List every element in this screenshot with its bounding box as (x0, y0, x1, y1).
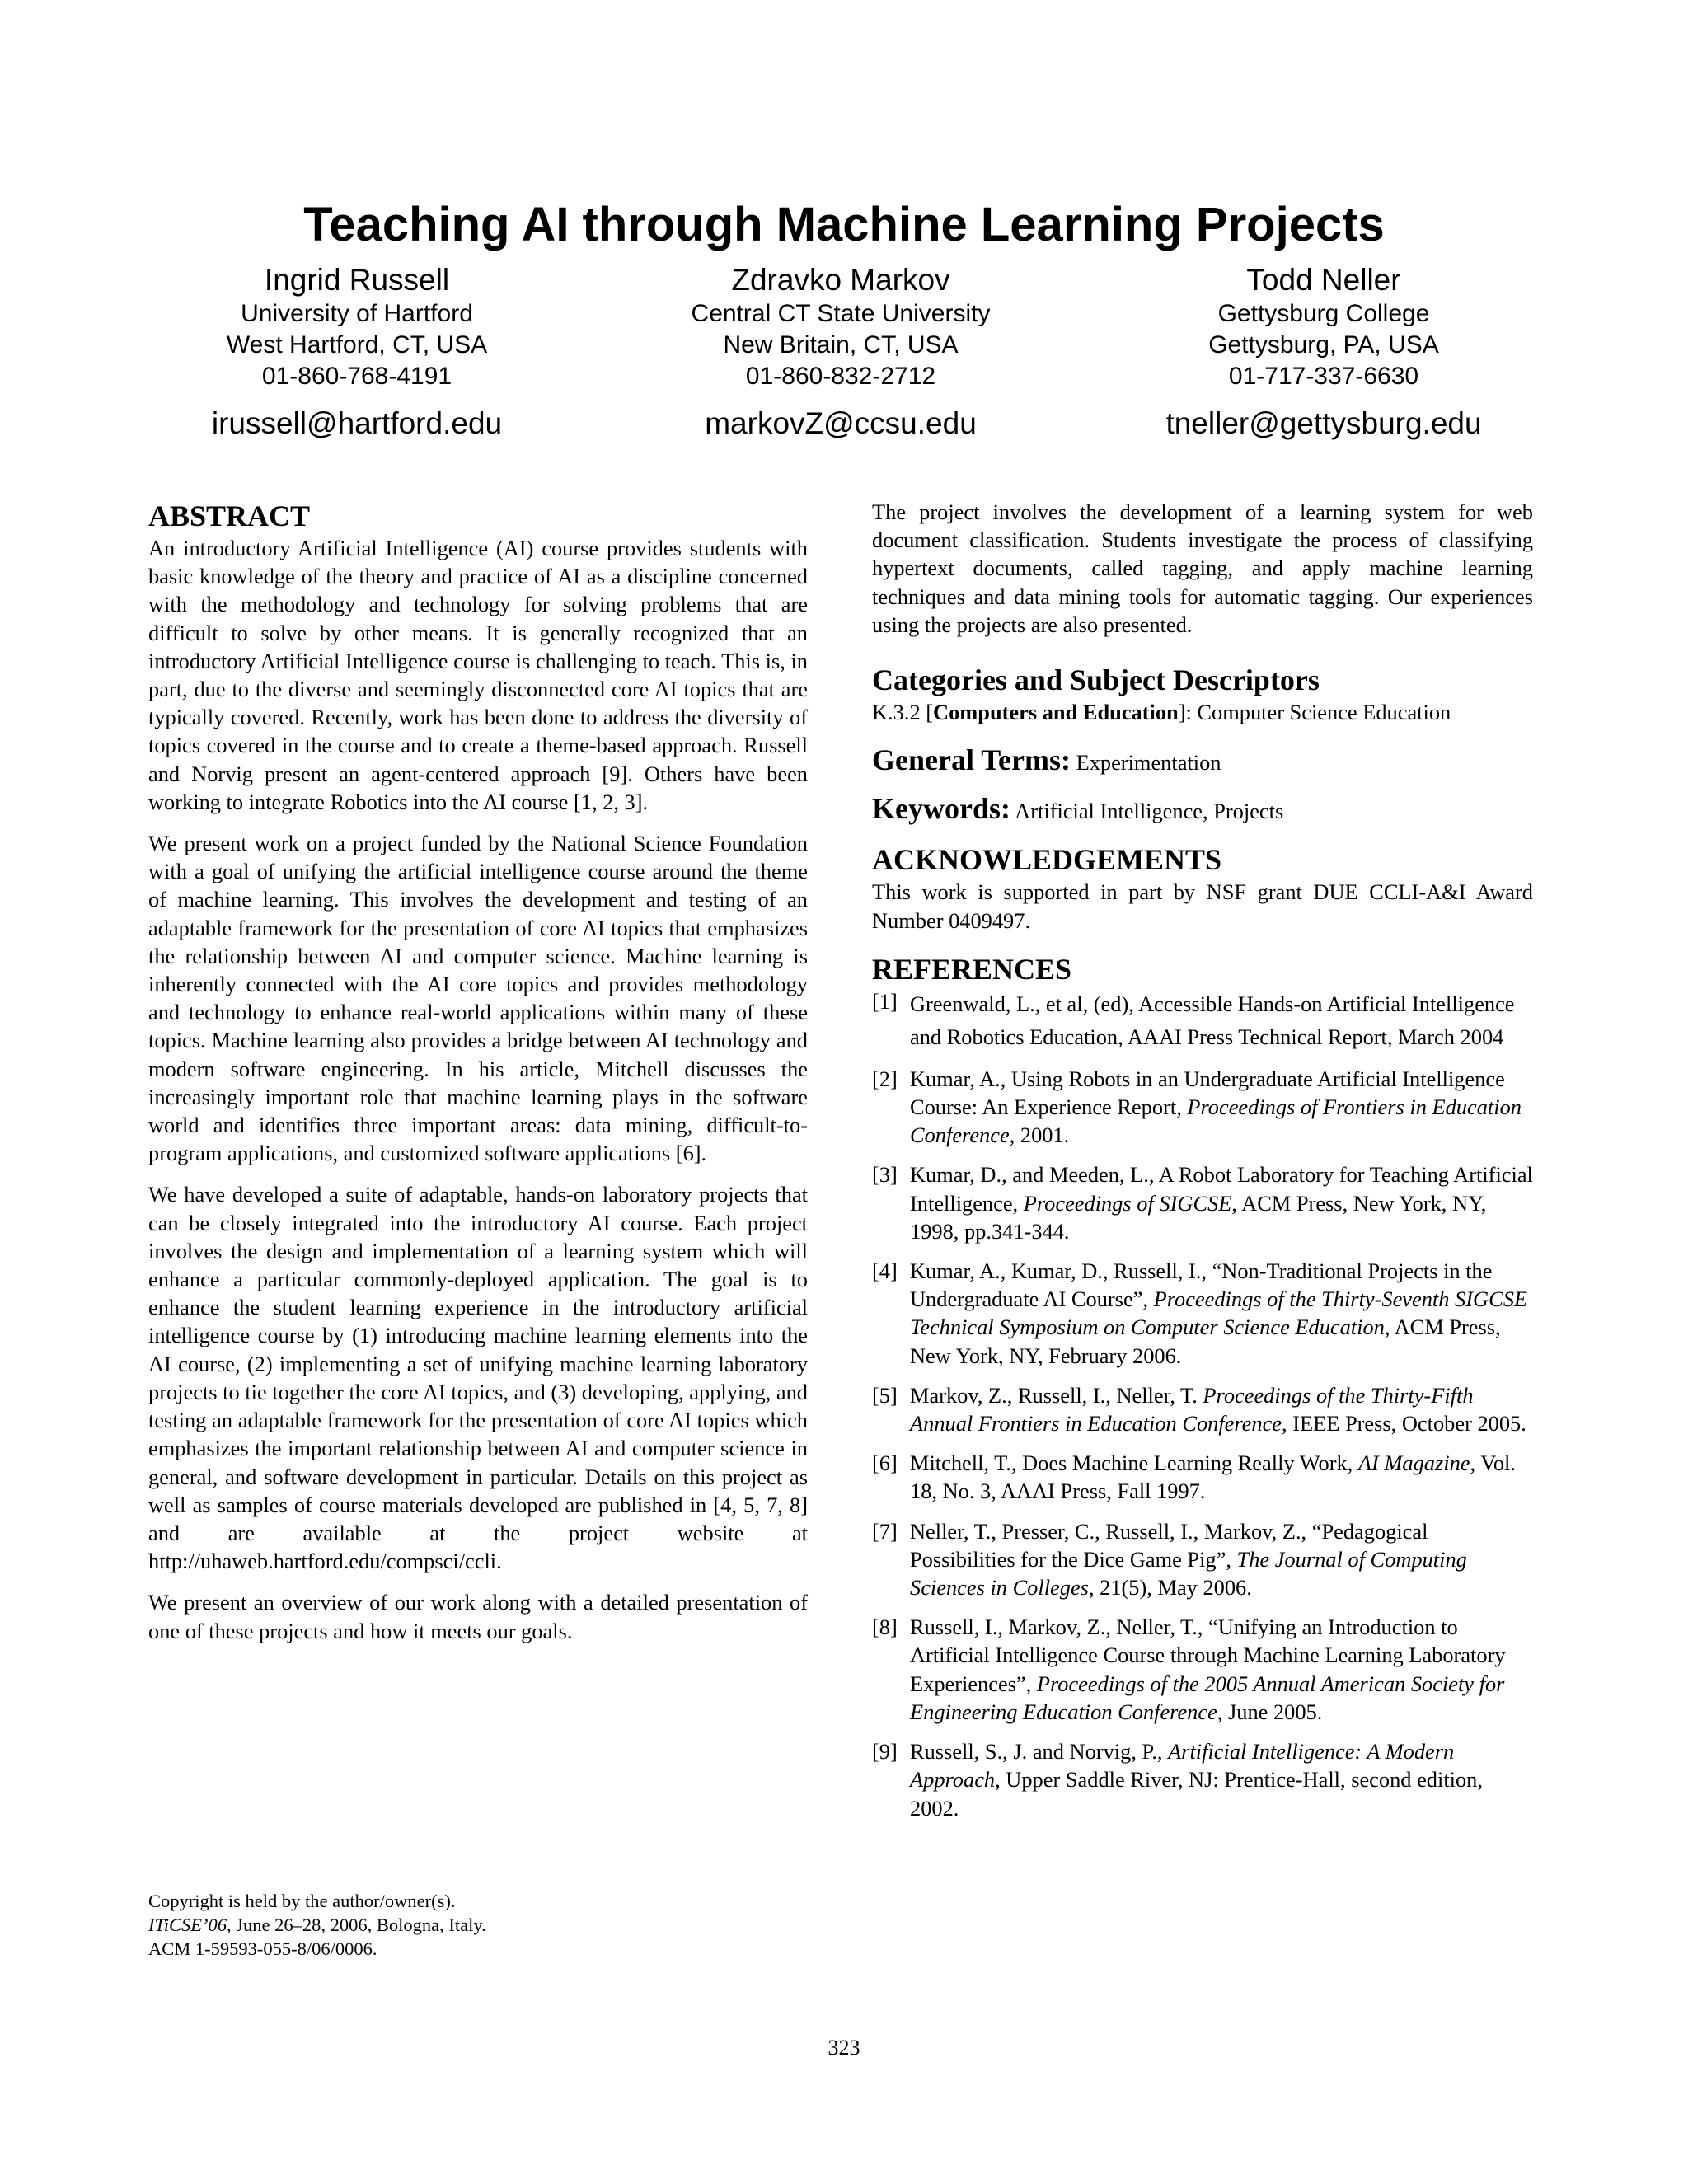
references-list (872, 987, 1533, 1822)
reference-text: Kumar, A., Kumar, D., Russell, I., “Non-Traditional Projects in the Undergraduate AI Course”, Proceedings of the Thirty-Seventh SIGCSE Technical Symposium on Computer Science Education, ACM Press, New York, NY, February 2006. (910, 1258, 1528, 1368)
acknowledgements-section (872, 843, 1533, 934)
keywords-value: Artificial Intelligence, Projects (1015, 799, 1284, 824)
keywords-section (872, 794, 1533, 825)
keywords-heading: Keywords: (872, 792, 1010, 826)
author-block (610, 262, 1071, 442)
right-column (872, 498, 1533, 1822)
references-heading: REFERENCES (872, 952, 1072, 986)
reference-number: [2] (872, 1066, 898, 1091)
copyright-acm: ACM 1-59593-055-8/06/0006. (148, 1938, 377, 1959)
reference-text: Markov, Z., Russell, I., Neller, T. Proceedings of the Thirty-Fifth Annual Frontiers in Education Conference, IEEE Press, October 2005. (910, 1382, 1526, 1436)
author-location: West Hartford, CT, USA (226, 331, 488, 359)
reference-item (872, 1381, 1533, 1437)
author-phone: 01-860-768-4191 (261, 363, 452, 390)
acknowledgements-heading: ACKNOWLEDGEMENTS (872, 843, 1222, 877)
reference-item (872, 1160, 1533, 1245)
reference-item (872, 1517, 1533, 1602)
categories-rest: ]: Computer Science Education (1178, 700, 1451, 725)
reference-number: [7] (872, 1518, 898, 1544)
reference-text: Greenwald, L., et al, (ed), Accessible Hands-on Artificial Intelligence and Robotics Education, AAAI Press Technical Report, March 2004 (910, 991, 1515, 1049)
reference-number: [3] (872, 1162, 898, 1188)
author-email[interactable]: markovZ@ccsu.edu (705, 406, 977, 440)
reference-number: [8] (872, 1615, 898, 1640)
author-location: New Britain, CT, USA (723, 331, 959, 359)
abstract-paragraph: An introductory Artificial Intelligence (AI) course provides students with basic knowledge of the theory and practice of AI as a discipline concerned with the methodology and technology for solving problems that are difficult to solve by other means. It is generally recognized that an introductory Artificial Intelligence course is challenging to teach. This is, in part, due to the diverse and seemingly disconnected core AI topics that are typically covered. Recently, work has been done to address the diversity of topics covered in the course and to create a theme-based approach. Russell and Norvig present an agent-centered approach [9]. Others have been working to integrate Robotics into the AI course [1, 2, 3]. (148, 536, 808, 814)
general-terms-section (872, 743, 1533, 777)
author-phone: 01-860-832-2712 (745, 363, 936, 390)
categories-section (872, 663, 1533, 726)
reference-number: [5] (872, 1382, 898, 1408)
general-terms-value: Experimentation (1076, 750, 1221, 776)
abstract-paragraph: We present work on a project funded by the National Science Foundation with a goal of unifying the artificial intelligence course around the theme of machine learning. This involves the development and testing of an adaptable framework for the presentation of core AI topics that emphasizes the relationship between AI and computer science. Machine learning is inherently connected with the AI core topics and provides methodology and technology to enhance real-world applications within many of these topics. Machine learning also provides a bridge between AI technology and modern software engineering. In his article, Mitchell discusses the increasingly important role that machine learning plays in the software world and identifies three important areas: data mining, difficult-to-program applications, and customized software applications [6]. (148, 831, 808, 1166)
left-column (148, 499, 808, 1645)
author-location: Gettysburg, PA, USA (1208, 331, 1439, 359)
reference-text: Kumar, D., and Meeden, L., A Robot Laboratory for Teaching Artificial Intelligence, Proceedings of SIGCSE, ACM Press, New York, NY, 1998, pp.341-344. (910, 1162, 1533, 1244)
reference-number: [6] (872, 1451, 898, 1476)
reference-item (872, 1065, 1533, 1150)
abstract-heading: ABSTRACT (148, 499, 311, 532)
paper-title: Teaching AI through Machine Learning Projects (303, 198, 1385, 251)
categories-code: K.3.2 [ (872, 700, 934, 725)
reference-item (872, 1737, 1533, 1822)
author-affiliation: Central CT State University (691, 300, 991, 327)
categories-bold: Computers and Education (933, 700, 1179, 725)
author-block (1093, 262, 1554, 442)
reference-item (872, 1257, 1533, 1370)
reference-text: Russell, I., Markov, Z., Neller, T., “Unifying an Introduction to Artificial Intelligence Course through Machine Learning Laboratory Experiences”, Proceedings of the 2005 Annual American Society for Engineering Education Conference, June 2005. (910, 1615, 1506, 1724)
reference-text: Neller, T., Presser, C., Russell, I., Markov, Z., “Pedagogical Possibilities for the Dice Game Pig”, The Journal of Computing Sciences in Colleges, 21(5), May 2006. (910, 1518, 1467, 1601)
reference-number: [4] (872, 1258, 898, 1284)
reference-text: Mitchell, T., Does Machine Learning Really Work, AI Magazine, Vol. 18, No. 3, AAAI Press, Fall 1997. (910, 1451, 1516, 1504)
page-number: 323 (828, 2036, 860, 2060)
author-name: Ingrid Russell (264, 263, 450, 297)
author-phone: 01-717-337-6630 (1228, 363, 1419, 390)
categories-value (872, 698, 1533, 726)
author-email[interactable]: irussell@hartford.edu (211, 406, 503, 440)
reference-number: [9] (872, 1739, 898, 1765)
categories-heading: Categories and Subject Descriptors (872, 663, 1320, 697)
author-affiliation: University of Hartford (241, 300, 473, 327)
reference-text: Russell, S., J. and Norvig, P., Artificial Intelligence: A Modern Approach, Upper Saddle River, NJ: Prentice-Hall, second edition, 2002. (910, 1739, 1483, 1821)
reference-item (872, 987, 1533, 1053)
author-name: Todd Neller (1246, 263, 1401, 297)
general-terms-heading: General Terms: (872, 743, 1071, 777)
reference-item (872, 1449, 1533, 1505)
copyright-venue-line (148, 1913, 808, 1937)
references-section (872, 953, 1533, 1822)
author-affiliation: Gettysburg College (1217, 300, 1430, 327)
copyright-venue-rest: June 26–28, 2006, Bologna, Italy. (231, 1915, 486, 1935)
copyright-line: Copyright is held by the author/owner(s). (148, 1891, 456, 1911)
acknowledgements-text: This work is supported in part by NSF grant DUE CCLI-A&I Award Number 0409497. (872, 879, 1533, 933)
abstract-paragraph: We present an overview of our work along with a detailed presentation of one of these projects and how it meets our goals. (148, 1590, 808, 1643)
reference-item (872, 1613, 1533, 1726)
author-email[interactable]: tneller@gettysburg.edu (1165, 406, 1482, 440)
reference-number: [1] (872, 988, 898, 1014)
copyright-venue: ITiCSE’06, (148, 1915, 232, 1935)
abstract-continued: The project involves the development of a learning system for web document classification. Students investigate the process of classifying hypertext documents, called tagging, and apply machine learning techniques and data mining tools for automatic tagging. Our experiences using the projects are also presented. (872, 499, 1533, 637)
author-block (126, 262, 588, 442)
reference-text: Kumar, A., Using Robots in an Undergraduate Artificial Intelligence Course: An Experience Report, Proceedings of Frontiers in Education Conference, 2001. (910, 1066, 1522, 1148)
copyright-notice (148, 1889, 808, 1961)
author-name: Zdravko Markov (731, 263, 950, 297)
abstract-paragraph: We have developed a suite of adaptable, hands-on laboratory projects that can be closely integrated into the introductory AI course. Each project involves the design and implementation of a learning system which will enhance a particular commonly-deployed application. The goal is to enhance the student learning experience in the introductory artificial intelligence course by (1) introducing machine learning elements into the AI course, (2) implementing a set of unifying machine learning laboratory projects to tie together the core AI topics, and (3) developing, applying, and testing an adaptable framework for the presentation of core AI topics which emphasizes the important relationship between AI and computer science in general, and software development in particular. Details on this project as well as samples of course materials developed are published in [4, 5, 7, 8] and are available at the project website at http://uhaweb.hartford.edu/compsci/ccli. (148, 1182, 808, 1574)
